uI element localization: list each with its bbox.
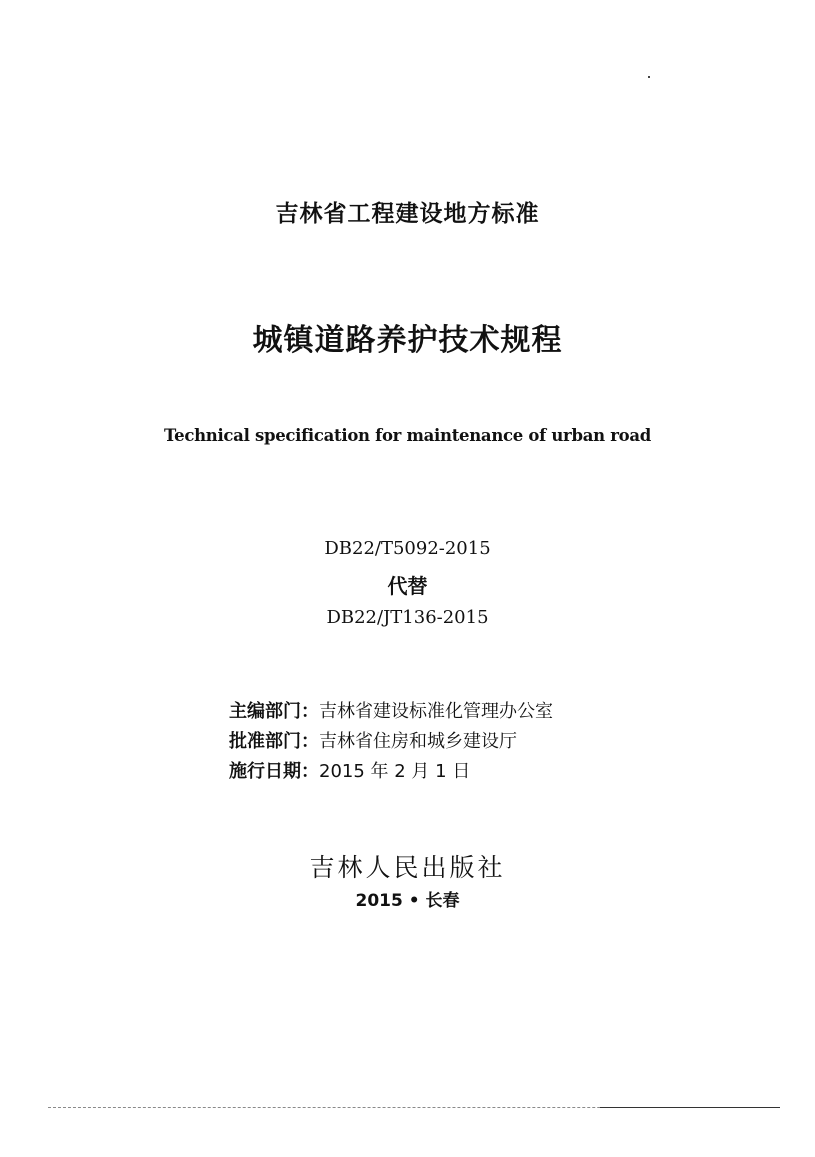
- replaces-label: 代替: [387, 574, 428, 598]
- document-title-chinese: 城镇道路养护技术规程: [252, 323, 563, 358]
- editor-department-label: 主编部门：: [229, 701, 319, 722]
- bottom-rule-solid: [600, 1107, 780, 1108]
- document-title-english: Technical specification for maintenance of urban road: [164, 426, 651, 445]
- approver-department-row: [229, 727, 517, 753]
- approver-department-value: 吉林省住房和城乡建设厅: [319, 731, 517, 752]
- replaced-standard-code: DB22/JT136-2015: [326, 607, 489, 628]
- approver-department-label: 批准部门：: [229, 731, 319, 752]
- effective-date-row: [229, 757, 470, 783]
- publication-year-place: 2015 • 长春: [355, 891, 460, 911]
- editor-department-value: 吉林省建设标准化管理办公室: [319, 701, 553, 722]
- standard-code: DB22/T5092-2015: [324, 538, 491, 559]
- effective-date-label: 施行日期：: [229, 761, 319, 782]
- standard-series-title: 吉林省工程建设地方标准: [275, 201, 540, 227]
- publisher-name: 吉林人民出版社: [309, 853, 506, 882]
- editor-department-row: [229, 697, 553, 723]
- effective-date-value: 2015 年 2 月 1 日: [319, 761, 471, 782]
- speck-mark: [648, 76, 650, 78]
